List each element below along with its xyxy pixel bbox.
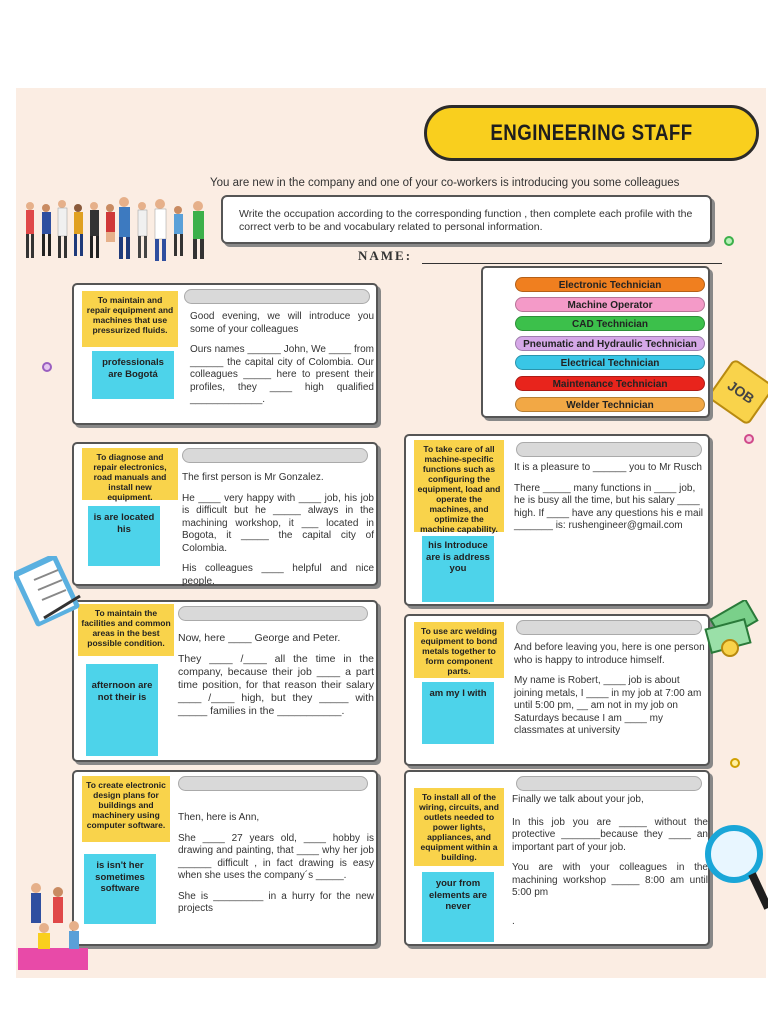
vocabulary-box: is are located his [88, 506, 160, 566]
occupation-label: Maintenance Technician [552, 379, 668, 390]
occupation-label: Pneumatic and Hydraulic Technician [523, 339, 697, 350]
occupation-answer-field[interactable] [516, 620, 702, 635]
profile-paragraph: She is _________ in a hurry for the new projects [178, 890, 374, 914]
occupation-answer-field[interactable] [178, 776, 368, 791]
profile-card [72, 600, 378, 762]
name-input-line[interactable] [422, 263, 722, 264]
profile-paragraph: In this job you are _____ without the protective _______because they ____ an important part of your job. [512, 816, 708, 853]
function-description: To maintain and repair equipment and machines that use pressurized fluids. [82, 291, 178, 347]
occupation-item [515, 277, 705, 292]
profile-card [404, 434, 710, 606]
decorative-dot [724, 236, 734, 246]
decorative-dot [42, 362, 52, 372]
profile-paragraph: Good evening, we will introduce you some of your colleagues [190, 311, 374, 335]
profile-paragraph: It is a pleasure to ______ you to Mr Rusch [514, 462, 702, 473]
magnifier-icon [704, 818, 768, 918]
profile-paragraph: Finally we talk about your job, [512, 794, 644, 805]
function-description: To use arc welding equipment to bond metals together to form component parts. [414, 622, 504, 678]
profile-text [178, 812, 374, 924]
profile-text [512, 794, 708, 936]
page-title: ENGINEERING STAFF [490, 120, 693, 145]
profile-paragraph: She ____ 27 years old, ____ hobby is drawing and painting, that ____ why her job ______ difficult , in fact drawing is easy when she uses the company´s _____. [178, 832, 374, 881]
vocabulary-box: is isn't her sometimes software [84, 854, 156, 924]
occupation-item [515, 336, 705, 351]
profile-card [72, 442, 378, 586]
profile-text [178, 632, 374, 726]
profile-card [404, 614, 710, 766]
occupation-answer-field[interactable] [182, 448, 368, 463]
profile-text [514, 642, 706, 746]
profile-text [190, 311, 374, 415]
profile-paragraph: Ours names ______ John, We ____ from ______ the capital city of Colombia. Our colleagues _____ here to present their profiles, they ____ high qualified _____________. [190, 344, 374, 405]
title-banner [424, 105, 759, 161]
vocabulary-box: afternoon are not their is [86, 664, 158, 756]
instruction-text: Write the occupation according to the corresponding function , then complete each profile with the correct verb to be and vocabulary related to personal information. [239, 208, 693, 233]
occupation-item [515, 376, 705, 391]
occupation-item [515, 297, 705, 312]
profile-paragraph: There _____ many functions in ____ job, he is busy all the time, but his salary ____ high. If ____ have any questions his e mail _______ is: rushengineer@gmail.com [514, 482, 704, 531]
occupation-label: Machine Operator [567, 300, 653, 311]
job-tag-label: JOB [724, 377, 758, 407]
function-description: To create electronic design plans for buildings and machinery using computer software. [82, 776, 170, 842]
occupation-answer-field[interactable] [516, 776, 702, 791]
occupation-answer-field[interactable] [178, 606, 368, 621]
function-description: To diagnose and repair electronics, road manuals and install new equipment. [82, 448, 178, 500]
profile-paragraph: He ____ very happy with ____ job, his job is difficult but he _____ always in the machining workshop, it ___ located in Bogota, it _____ the capital city of Colombia. [182, 492, 374, 554]
occupation-item [515, 397, 705, 412]
occupation-answer-field[interactable] [184, 289, 370, 304]
profile-paragraph: And before leaving you, here is one person who is happy to introduce himself. [514, 642, 705, 666]
function-description: To install all of the wiring, circuits, and outlets needed to power lights, appliances, and equipment within a building. [414, 788, 504, 866]
occupation-item [515, 355, 705, 370]
profile-paragraph: You are with your colleagues in the machining workshop _____ 8:00 am until 5:00 pm [512, 862, 708, 898]
decorative-dot [730, 758, 740, 768]
profile-paragraph: Then, here is Ann, [178, 812, 260, 823]
intro-text: You are new in the company and one of your co-workers is introducing you some colleagues [210, 177, 680, 189]
vocabulary-box: am my I with [422, 682, 494, 744]
profile-card [72, 283, 378, 425]
money-icon [704, 600, 764, 660]
function-description: To maintain the facilities and common areas in the best possible condition. [78, 604, 174, 656]
function-description: To take care of all machine-specific functions such as configuring the equipment, load and operate the machines, and optimize the machine capability. [414, 440, 504, 532]
profile-card [404, 770, 710, 946]
occupation-list [481, 266, 710, 418]
decorative-dot [744, 434, 754, 444]
profile-paragraph: . [512, 915, 515, 927]
vocabulary-box: your from elements are never [422, 872, 494, 942]
clipboard-icon [14, 556, 84, 628]
occupation-label: Electronic Technician [558, 280, 662, 291]
profile-paragraph: The first person is Mr Gonzalez. [182, 472, 324, 483]
profile-paragraph: Now, here ____ George and Peter. [178, 632, 341, 644]
instruction-box [221, 195, 712, 244]
team-working-illustration [14, 878, 90, 974]
profile-text [514, 462, 704, 541]
occupation-item [515, 316, 705, 331]
profile-text [182, 472, 374, 596]
profile-paragraph: His colleagues ____ helpful and nice people. [182, 563, 374, 587]
profile-paragraph: My name is Robert, ____ job is about joining metals, I ____ in my job at 7:00 am until 5:00 pm, __ am not in my job on Saturdays because I am ____ my classmates at university [514, 675, 702, 736]
occupation-answer-field[interactable] [516, 442, 702, 457]
profile-card [72, 770, 378, 946]
occupation-label: Welder Technician [566, 400, 654, 411]
occupation-label: Electrical Technician [560, 358, 660, 369]
vocabulary-box: professionals are Bogotá [92, 351, 174, 399]
profile-paragraph: They ____ /____ all the time in the company, because their job ____ a part time position, for that reason their salary ____ /____ high, but they _____ with _____ families in the ___________. [178, 653, 374, 717]
name-label: NAME: [358, 248, 413, 263]
vocabulary-box: his Introduce are is address you [422, 536, 494, 602]
staff-group-illustration [22, 196, 218, 264]
occupation-label: CAD Technician [572, 319, 648, 330]
